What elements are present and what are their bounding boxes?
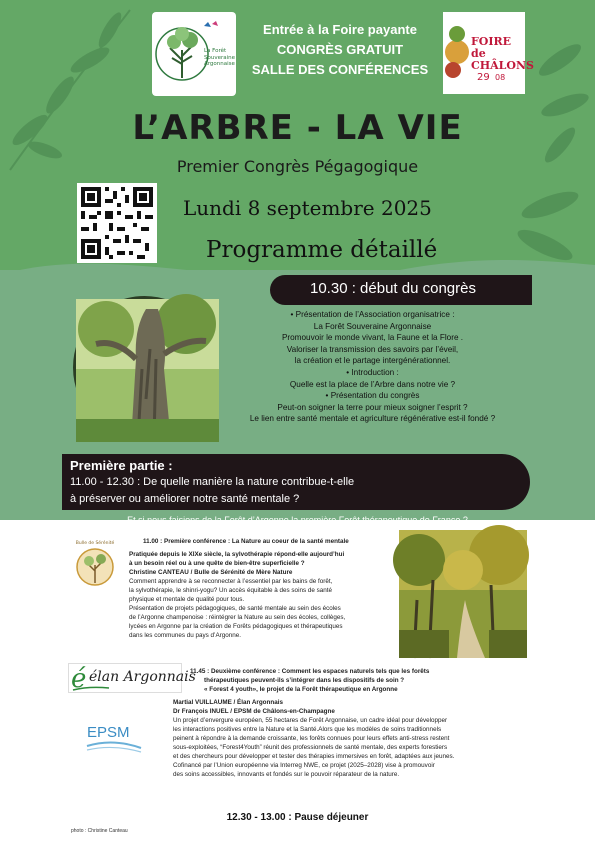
- conference-one-body-line: la sylvothérapie, le shinri-yogu? Un accès équitable à des soins de santé: [129, 587, 333, 594]
- elan-argonnais-logo: [68, 663, 196, 694]
- conference-one: [129, 537, 419, 640]
- entry-info: [240, 20, 440, 80]
- conference-two-author: Martial VUILLAUME / Élan Argonnais: [173, 699, 283, 706]
- intro-line: La Forêt Souveraine Argonnaise: [313, 321, 432, 331]
- intro-line: • Présentation de l’Association organisatrice :: [290, 310, 455, 319]
- epsm-logo: [83, 712, 145, 762]
- conference-two-body-line: les interactions positives entre la Nature et la Santé.Alors que les modèles de soins traditionnels: [173, 726, 442, 733]
- bulle-serenite-logo: [67, 541, 123, 589]
- conference-one-author: Christine CANTEAU / Bulle de Sérénité de Mère Nature: [129, 569, 293, 576]
- entry-line: SALLE DES CONFÉRENCES: [251, 62, 429, 77]
- logo-left-text: La Forêt Souveraine Argonnaise: [204, 48, 236, 67]
- event-date: Lundi 8 septembre 2025: [183, 196, 432, 220]
- conference-one-body-line: physique et mentale de qualité pour tous.: [129, 596, 245, 603]
- forest-path-photo: [399, 530, 527, 658]
- svg-text:é: é: [71, 664, 87, 694]
- conference-two-body-line: Un projet d’envergure européen, 55 hectares de Forêt Argonnaise, un cadre idéal pour développer: [173, 717, 448, 724]
- conference-one-body-line: dans les communes du pays d’Argonne.: [129, 632, 242, 639]
- conference-two-body-line: Cofinancé par l’Union européenne via Interreg NWE, ce projet (2025–2028) vise à promouvoir: [173, 762, 435, 769]
- conference-two: [173, 667, 522, 779]
- intro-line: Peut-on soigner la terre pour mieux soigner l’esprit ?: [277, 402, 468, 412]
- start-time-banner: [270, 275, 532, 305]
- lunch-break: 12.30 - 13.00 : Pause déjeuner: [226, 812, 369, 823]
- qr-code[interactable]: [77, 183, 157, 263]
- conference-one-question: Pratiquée depuis le XIXe siècle, la sylvothérapie répond-elle aujourd’hui: [129, 551, 345, 558]
- conference-one-body-line: lycées en Argonne par la création de Forêts pédagogiques et thérapeutiques: [129, 623, 343, 630]
- conference-two-body-line: des soins accessibles, innovants et fondés sur le pouvoir réparateur de la nature.: [173, 771, 400, 778]
- foret-souveraine-logo: [152, 12, 236, 96]
- leaf-branch-icon: [0, 0, 140, 180]
- intro-line: • Présentation du congrès: [325, 391, 420, 401]
- subtitle: Premier Congrès Pégagogique: [176, 157, 419, 176]
- intro-line: • Introduction :: [346, 367, 399, 377]
- conference-two-heading: 11.45 : Deuxième conférence : Comment les espaces naturels tels que les forêts: [190, 668, 430, 675]
- bulle-logo-text: Bulle de Sérénité: [75, 541, 115, 546]
- tree-trunk-photo-icon: [76, 299, 219, 442]
- conference-one-body-line: de l’Argonne champenoise : réintégrer la Nature au sein des écoles, collèges,: [129, 614, 346, 621]
- svg-text:29: 29: [477, 72, 490, 83]
- tagline: Et si nous faisions de la Forêt d’Argonne,la première Forêt thérapeutique de France ?: [127, 515, 468, 525]
- conference-two-heading: thérapeutiques peuvent-ils s’intégrer dans les dispositifs de soin ?: [204, 677, 405, 684]
- intro-line: la création et le partage intergénérationnel.: [294, 356, 451, 366]
- conference-one-question: à un besoin réel ou à une quête de bien-être superficielle ?: [129, 560, 305, 567]
- conference-one-body-line: Comment apprendre à se reconnecter à l’essentiel par les bains de forêt,: [129, 578, 333, 585]
- part-one-question: 11.00 - 12.30 : De quelle manière la nature contribue-t-elle: [70, 476, 355, 488]
- page-title: L’ARBRE - LA VIE: [132, 108, 463, 148]
- tree-photo: [73, 296, 216, 439]
- conference-one-heading: 11.00 : Première conférence : La Nature au coeur de la santé mentale: [143, 538, 349, 545]
- intro-line: Promouvoir le monde vivant, la Faune et la Flore .: [281, 333, 464, 343]
- tree-circle-logo-icon: [67, 541, 123, 589]
- leaf-branch-icon: [490, 180, 595, 290]
- conference-two-body-line: et des chercheurs pour développer et tester des thérapies immersives en forêt, adaptées aux jeunes.: [173, 753, 455, 760]
- intro-line: Le lien entre santé mentale et agriculture régénérative est-il fondé ?: [249, 414, 496, 424]
- conference-two-body-line: peinent à répondre à la demande croissante, les forêts connues pour leurs effets anti-stress restent: [173, 735, 450, 742]
- intro-line: Quelle est la place de l’Arbre dans notre vie ?: [289, 379, 456, 389]
- forest-path-photo-icon: [399, 530, 527, 658]
- intro-line: Valoriser la transmission des savoirs par l’éveil,: [286, 344, 459, 354]
- epsm-logo-text: EPSM: [87, 724, 130, 741]
- conference-two-author: Dr François INUEL / EPSM de Châlons-en-Champagne: [173, 708, 335, 715]
- conference-one-body-line: Présentation de projets pédagogiques, de santé mentale au sein des écoles: [129, 605, 341, 612]
- start-time-label: 10.30 : début du congrès: [310, 280, 476, 297]
- entry-line: CONGRÈS GRATUIT: [276, 42, 404, 57]
- conference-two-heading: « Forest 4 youth», le projet de la Forêt thérapeutique en Argonne: [204, 686, 398, 693]
- part-one-banner: [62, 454, 530, 510]
- photo-credit: photo : Christine Canteau: [71, 828, 128, 834]
- part-one-question: à préserver ou améliorer notre santé mentale ?: [70, 493, 300, 505]
- part-one-title: Première partie :: [70, 458, 173, 473]
- entry-line: Entrée à la Foire payante: [263, 22, 417, 37]
- foire-chalons-logo: [443, 12, 534, 94]
- programme-heading: Programme détaillé: [206, 237, 438, 263]
- elan-logo-text: élan Argonnais: [89, 669, 196, 685]
- svg-text:08: 08: [495, 73, 506, 82]
- conference-two-body-line: sous-exploitées, “Forest4Youth” réunit des professionnels de santé mentale, des experts forestiers: [173, 744, 448, 751]
- qr-code-icon: [77, 183, 157, 263]
- logo-right-text: FOIRE de CHÂLONS: [471, 35, 534, 72]
- intro-section: [225, 309, 520, 425]
